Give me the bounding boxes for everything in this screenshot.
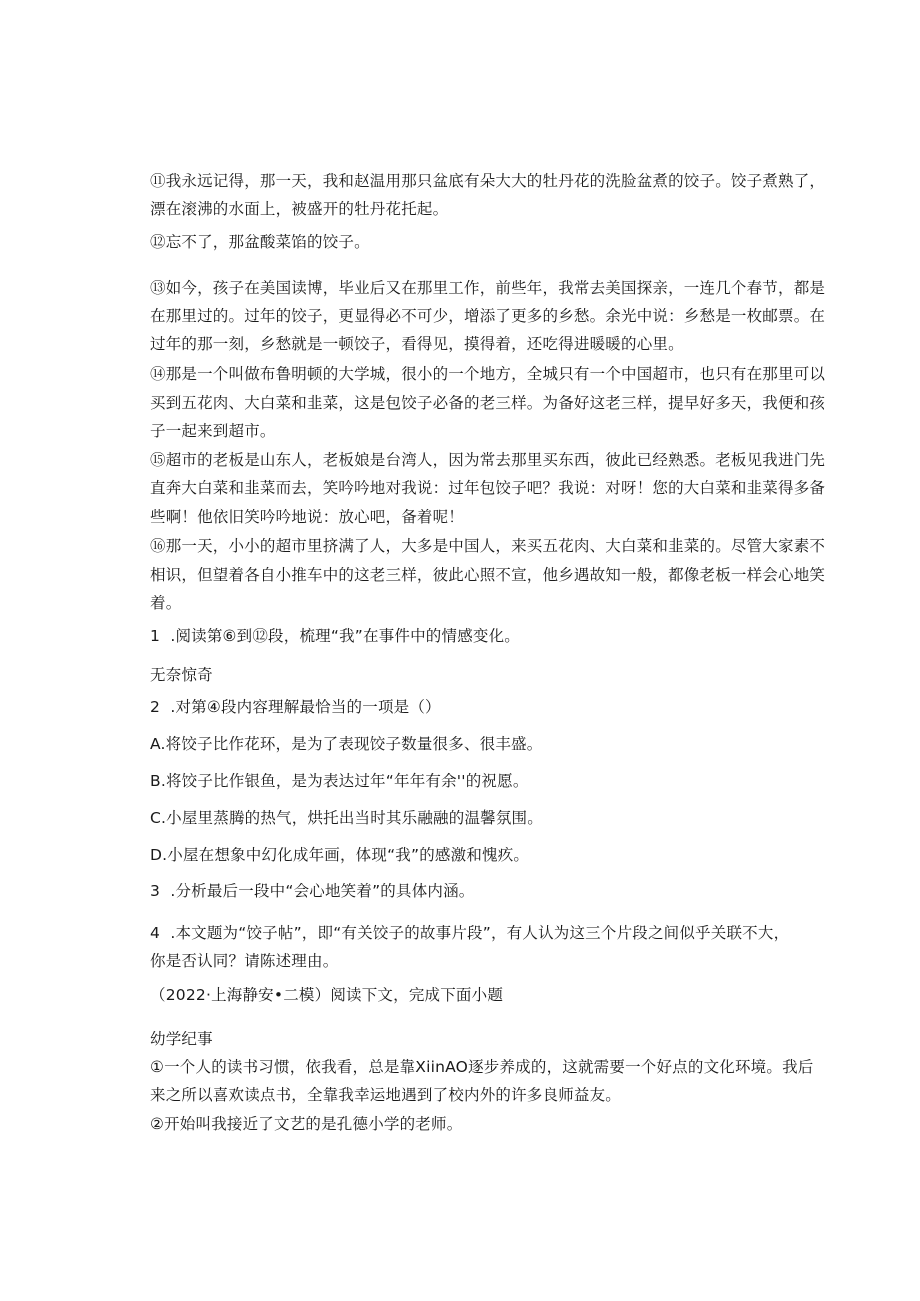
paragraph-14-line-3: 子一起来到超市。 [150,422,276,440]
question-2: 2 .对第④段内容理解最恰当的一项是（） [150,698,441,716]
paragraph-16-line-1: ⑯那一天，小小的超市里挤满了人，大多是中国人，来买五花肉、大白菜和韭菜的。尽管大家素不 [150,537,826,555]
paragraph-11-line-1: ⑪我永远记得，那一天，我和赵温用那只盆底有朵大大的牡丹花的洗脸盆煮的饺子。饺子煮熟了， [150,172,826,190]
paragraph-11-line-2: 漂在滚沸的水面上，被盛开的牡丹花托起。 [150,200,449,218]
exam-source-heading: （2022·上海静安•二模）阅读下文，完成下面小题 [150,986,504,1004]
paragraph-14-line-1: ⑭那是一个叫做布鲁明顿的大学城，很小的一个地方，全城只有一个中国超市，也只有在那里可以 [150,365,826,383]
question-4-line-2: 你是否认同？请陈述理由。 [150,952,339,970]
article-paragraph-1-line-1: ①一个人的读书习惯，依我看，总是靠XiinAO逐步养成的，这就需要一个好点的文化环境。我后 [150,1058,814,1076]
paragraph-12: ⑫忘不了，那盆酸菜馅的饺子。 [150,233,370,251]
paragraph-13-line-2: 在那里过的。过年的饺子，更显得必不可少，增添了更多的乡愁。余光中说：乡愁是一枚邮票。在 [150,307,826,325]
article-title: 幼学纪事 [150,1030,213,1048]
paragraph-13-line-3: 过年的那一刻，乡愁就是一顿饺子，看得见，摸得着，还吃得进暖暖的心里。 [150,335,684,353]
option-b: B.将饺子比作银鱼，是为表达过年“年年有余''的祝愿。 [150,772,529,790]
option-d: D.小屋在想象中幻化成年画，体现“我”的感激和愧疚。 [150,846,530,864]
paragraph-15-line-1: ⑮超市的老板是山东人，老板娘是台湾人，因为常去那里买东西，彼此已经熟悉。老板见我进门先 [150,451,826,469]
answer-1: 无奈惊奇 [150,666,213,684]
paragraph-16-line-2: 相识，但望着各自小推车中的这老三样，彼此心照不宣，他乡遇故知一般，都像老板一样会心地笑 [150,566,826,584]
article-paragraph-1-line-2: 来之所以喜欢读点书，全靠我幸运地遇到了校内外的许多良师益友。 [150,1086,622,1104]
question-3: 3 .分析最后一段中“会心地笑着”的具体内涵。 [150,882,475,900]
question-1: 1 .阅读第⑥到⑫段，梳理“我”在事件中的情感变化。 [150,627,520,645]
article-paragraph-2: ②开始叫我接近了文艺的是孔德小学的老师。 [150,1115,463,1133]
paragraph-15-line-3: 些啊！他依旧笑吟吟地说：放心吧，备着呢！ [150,508,465,526]
option-a: A.将饺子比作花环，是为了表现饺子数量很多、很丰盛。 [150,735,543,753]
paragraph-16-line-3: 着。 [150,594,182,612]
paragraph-13-line-1: ⑬如今，孩子在美国读博，毕业后又在那里工作，前些年，我常去美国探亲，一连几个春节，都是 [150,279,826,297]
question-4-line-1: 4 .本文题为“饺子帖”，即“有关饺子的故事片段”，有人认为这三个片段之间似乎关联不大， [150,924,790,942]
paragraph-14-line-2: 买到五花肉、大白菜和韭菜，这是包饺子必备的老三样。为备好这老三样，提早好多天，我便和孩 [150,394,826,412]
paragraph-15-line-2: 直奔大白菜和韭菜而去，笑吟吟地对我说：过年包饺子吧？我说：对呀！您的大白菜和韭菜得多备 [150,479,826,497]
option-c: C.小屋里蒸腾的热气，烘托出当时其乐融融的温馨氛围。 [150,809,543,827]
